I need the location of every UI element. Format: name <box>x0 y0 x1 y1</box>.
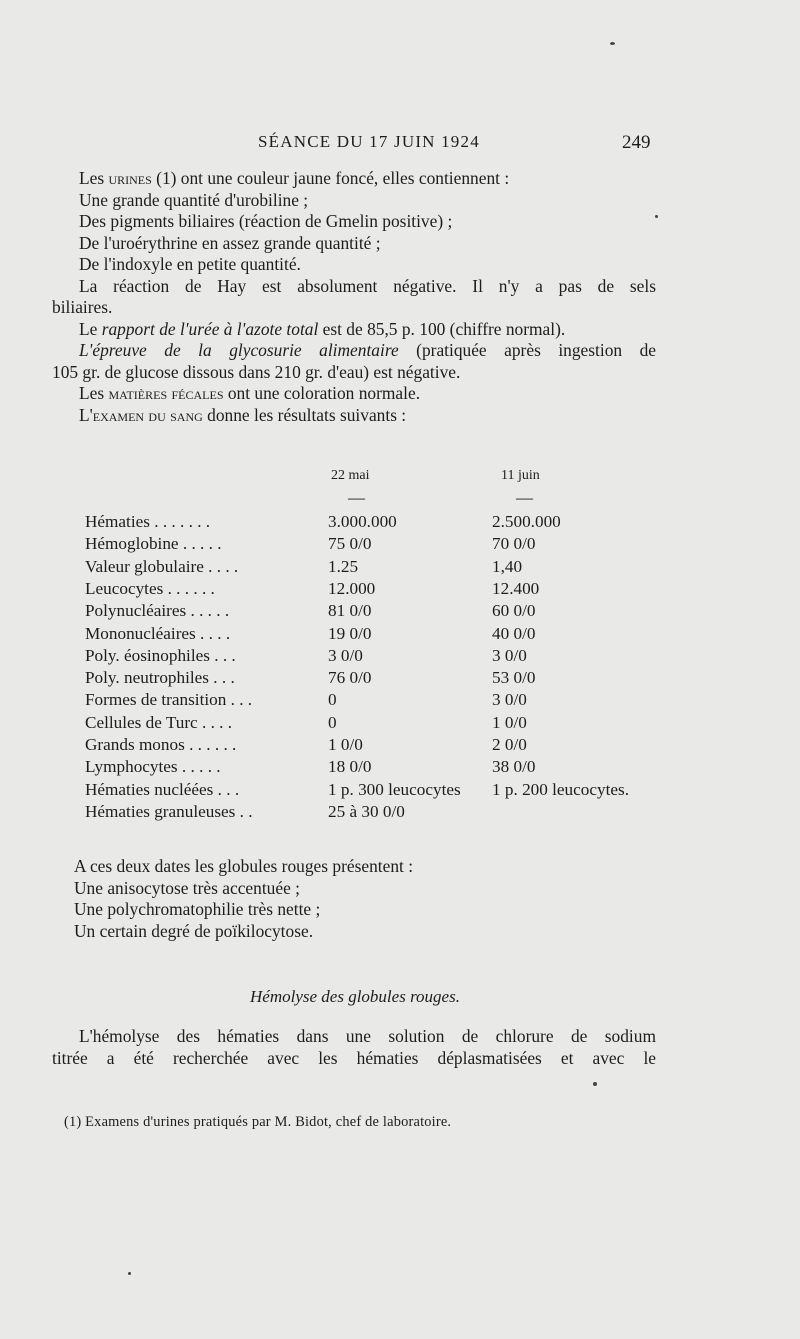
row-label: Lymphocytes <box>85 757 178 777</box>
paragraph-epreuve-line2: 105 gr. de glucose dissous dans 210 gr. d'eau) est négative. <box>52 361 461 382</box>
footnote: (1) Examens d'urines pratiqués par M. Bidot, chef de laboratoire. <box>64 1114 452 1130</box>
value-11-juin: 3 0/0 <box>492 645 527 665</box>
row-label-wrap <box>85 624 230 644</box>
value-11-juin: 2 0/0 <box>492 735 527 754</box>
row-label-wrap <box>85 802 253 822</box>
paragraph-rapport: Le rapport de l'urée à l'azote total est de 85,5 p. 100 (chiffre normal). <box>79 318 566 339</box>
column-rule-22-mai: — <box>348 488 365 507</box>
row-label: Hématies <box>85 512 150 531</box>
paragraph-poikilocytose: Un certain degré de poïkilocytose. <box>74 920 314 941</box>
paragraph-polychromatophilie: Une polychromatophilie très nette ; <box>74 899 321 919</box>
row-label-wrap <box>85 534 222 554</box>
value-11-juin: 60 0/0 <box>492 601 536 621</box>
row-label-wrap <box>85 690 252 710</box>
value-11-juin: 2.500.000 <box>492 512 561 531</box>
paragraph-matieres-fecales: Les matières fécales ont une coloration normale. <box>79 383 421 403</box>
paragraph-indoxyle: De l'indoxyle en petite quantité. <box>79 254 301 274</box>
paragraph-hay-line1: La réaction de Hay est absolument négative. Il n'y a pas de sels <box>79 275 656 296</box>
row-leader-dots: . . . . <box>195 623 231 643</box>
row-label: Polynucléaires <box>85 601 187 621</box>
row-label: Poly. éosinophiles <box>85 645 210 665</box>
section-title: Hémolyse des globules rouges. <box>250 987 460 1006</box>
ink-speck <box>128 1272 131 1275</box>
value-11-juin: 12.400 <box>492 578 540 598</box>
row-label: Mononucléaires <box>85 623 196 643</box>
row-leader-dots: . . . . . . <box>163 578 215 598</box>
row-leader-dots: . . . <box>208 668 235 688</box>
paragraph-anisocytose: Une anisocytose très accentuée ; <box>74 877 300 898</box>
ink-speck <box>593 1082 597 1086</box>
hemolyse-paragraph <box>52 1026 656 1069</box>
value-22-mai: 1.25 <box>328 556 359 576</box>
row-leader-dots: . . . <box>213 779 240 799</box>
value-11-juin: 1,40 <box>492 556 523 576</box>
row-leader-dots: . . . . . <box>177 757 221 777</box>
row-label: Valeur globulaire <box>85 556 204 576</box>
row-label: Leucocytes <box>85 578 164 598</box>
value-22-mai: 0 <box>328 690 337 710</box>
ink-speck <box>655 215 658 218</box>
paragraph-uroerythrine: De l'uroérythrine en assez grande quantité ; <box>79 232 381 253</box>
value-11-juin: 1 p. 200 leucocytes. <box>492 779 629 799</box>
row-leader-dots: . . . . . . <box>184 735 237 754</box>
running-head <box>258 132 480 152</box>
row-leader-dots: . . . . . <box>186 601 230 621</box>
row-label: Formes de transition <box>85 690 227 710</box>
page-header <box>0 130 800 158</box>
value-22-mai: 3 0/0 <box>328 645 363 665</box>
row-label: Poly. neutrophiles <box>85 668 209 688</box>
hemolyse-line2: titrée a été recherchée avec les hématies déplasmatisées et avec le <box>52 1047 656 1068</box>
row-label-wrap <box>85 579 215 599</box>
value-22-mai: 12.000 <box>328 578 376 598</box>
row-leader-dots: . . . . . . . <box>149 512 211 531</box>
value-22-mai: 76 0/0 <box>328 668 372 688</box>
value-22-mai: 75 0/0 <box>328 534 372 554</box>
running-head-prefix: SÉANCE DU <box>258 132 370 151</box>
row-label-wrap <box>85 780 239 800</box>
row-label-wrap <box>85 646 236 666</box>
row-label: Hématies nucléées <box>85 779 214 799</box>
row-label-wrap <box>85 601 229 621</box>
row-label-wrap <box>85 557 238 577</box>
row-leader-dots: . . . <box>226 690 253 710</box>
paragraph-pigments: Des pigments biliaires (réaction de Gmelin positive) ; <box>79 211 453 231</box>
paragraph-urines: Les urines (1) ont une couleur jaune foncé, elles contiennent : <box>79 168 510 188</box>
column-header-22-mai: 22 mai <box>331 468 370 483</box>
row-leader-dots: . . . . <box>203 556 239 576</box>
row-leader-dots: . . . . . <box>178 534 222 554</box>
value-22-mai: 3.000.000 <box>328 512 397 531</box>
urine-and-stool-findings <box>52 168 656 426</box>
value-22-mai: 18 0/0 <box>328 757 372 777</box>
value-22-mai: 1 0/0 <box>328 735 363 754</box>
paragraph-hay-line2: biliaires. <box>52 297 113 317</box>
paragraph-urobiline: Une grande quantité d'urobiline ; <box>79 189 309 210</box>
page-number: 249 <box>622 132 651 153</box>
row-label: Grands monos <box>85 735 185 754</box>
running-head-date: 17 JUIN 1924 <box>369 132 480 151</box>
row-label: Hématies granuleuses <box>85 801 236 821</box>
globule-observations <box>52 856 656 942</box>
value-22-mai: 81 0/0 <box>328 601 372 621</box>
value-11-juin: 53 0/0 <box>492 668 536 688</box>
value-11-juin: 1 0/0 <box>492 712 527 732</box>
value-11-juin: 38 0/0 <box>492 757 536 777</box>
row-label-wrap <box>85 735 236 755</box>
ink-speck <box>610 42 615 45</box>
row-label-wrap <box>85 512 210 532</box>
value-22-mai: 25 à 30 0/0 <box>328 801 405 821</box>
value-22-mai: 0 <box>328 712 337 732</box>
column-header-11-juin: 11 juin <box>501 468 540 483</box>
row-label: Cellules de Turc <box>85 712 198 732</box>
row-label-wrap <box>85 713 232 733</box>
row-leader-dots: . . <box>235 801 253 821</box>
row-leader-dots: . . . <box>209 645 236 665</box>
paragraph-deux-dates: A ces deux dates les globules rouges présentent : <box>74 856 414 876</box>
row-leader-dots: . . . . <box>197 712 233 732</box>
paragraph-examen-sang: L'examen du sang donne les résultats suivants : <box>79 404 407 425</box>
value-11-juin: 40 0/0 <box>492 623 536 643</box>
column-rule-11-juin: — <box>516 488 533 507</box>
value-11-juin: 70 0/0 <box>492 534 536 554</box>
row-label: Hémoglobine <box>85 534 179 554</box>
value-22-mai: 1 p. 300 leucocytes <box>328 779 461 799</box>
value-11-juin: 3 0/0 <box>492 690 527 710</box>
hemolyse-line1: L'hémolyse des hématies dans une solution de chlorure de sodium <box>79 1026 656 1046</box>
paragraph-epreuve-line1: L'épreuve de la glycosurie alimentaire (pratiquée après ingestion de <box>79 340 656 360</box>
value-22-mai: 19 0/0 <box>328 623 372 643</box>
row-label-wrap <box>85 668 235 688</box>
row-label-wrap <box>85 757 221 777</box>
